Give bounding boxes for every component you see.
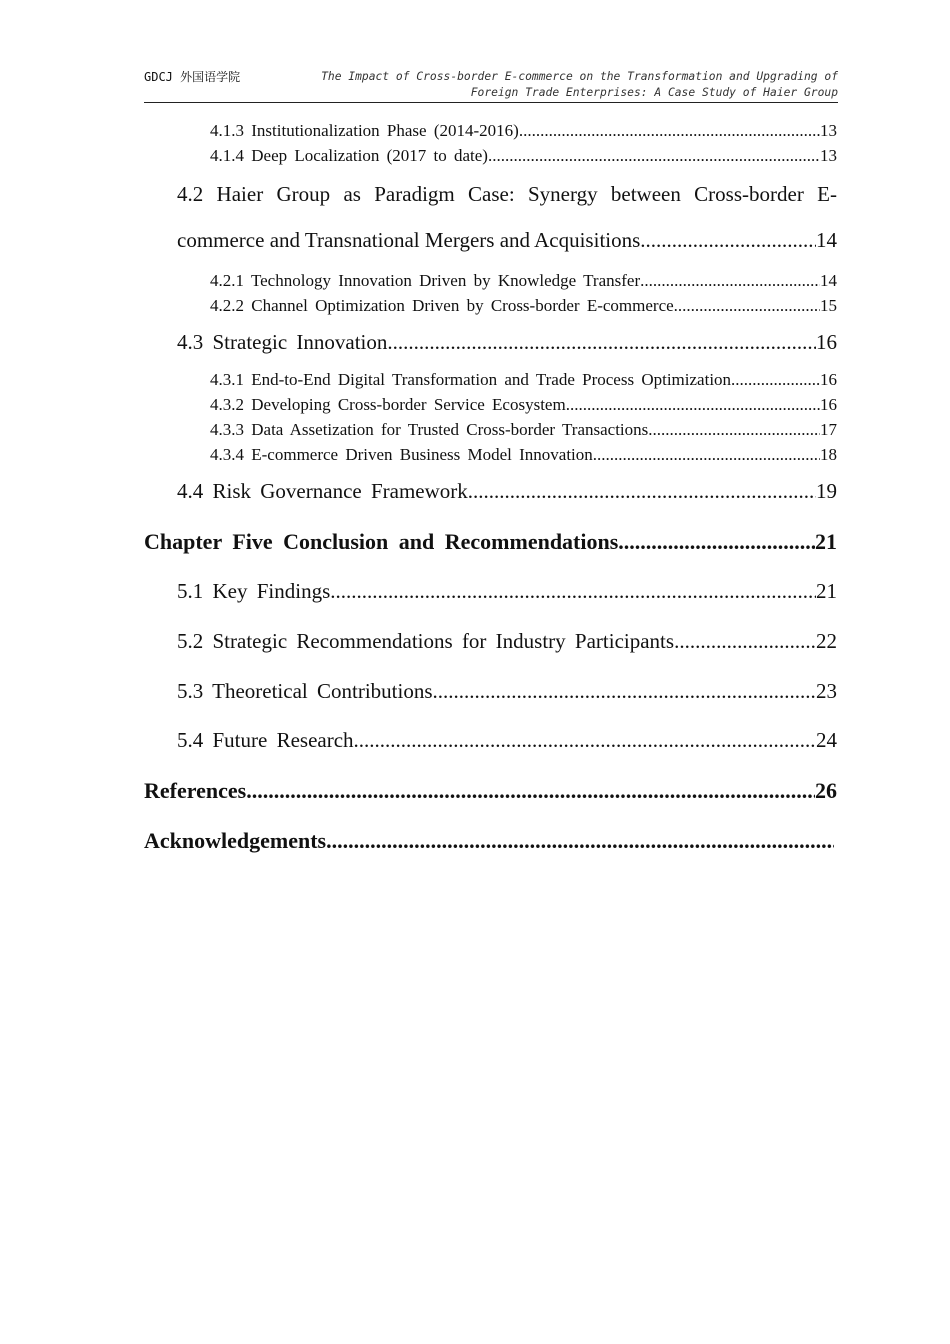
toc-word: Case:: [468, 182, 515, 206]
toc-word: 4.2: [177, 182, 204, 206]
toc-entry-title: 4.2.2 Channel Optimization Driven by Cross-border E-commerce: [210, 296, 674, 315]
toc-entry-4-3-2[interactable]: [210, 395, 837, 419]
toc-leader-dots: [566, 395, 820, 415]
toc-entry-page: 17: [820, 420, 837, 439]
toc-leader-dots: [640, 271, 820, 291]
toc-entry-title: 5.2 Strategic Recommendations for Industry Participants: [177, 629, 675, 653]
toc-entry-title: 4.4 Risk Governance Framework: [177, 479, 468, 503]
toc-entry-5-3[interactable]: [177, 679, 837, 709]
header-title-line-2: Foreign Trade Enterprises: A Case Study of Haier Group: [470, 86, 838, 99]
toc-entry-page: 13: [820, 146, 837, 165]
toc-entry-page: 22: [816, 629, 837, 653]
toc-word: Haier: [216, 182, 264, 206]
toc-entry-5-4[interactable]: [177, 728, 837, 758]
toc-entry-title: 4.1.3 Institutionalization Phase (2014-2016): [210, 121, 519, 140]
toc-leader-dots: [246, 778, 815, 804]
toc-entry-page: 23: [816, 679, 837, 703]
toc-entry-page: 19: [816, 479, 837, 503]
toc-leader-dots: [640, 228, 816, 253]
toc-entry-4-2[interactable]: [177, 182, 837, 253]
toc-entry-page: 16: [820, 395, 837, 414]
toc-leader-dots: [326, 828, 834, 854]
header-title: [278, 69, 838, 101]
toc-entry-title: 4.3.4 E-commerce Driven Business Model Innovation: [210, 445, 593, 464]
toc-entry-title: Chapter Five Conclusion and Recommendations: [144, 529, 619, 554]
toc-entry-page: 21: [815, 529, 837, 554]
toc-leader-dots: [674, 629, 816, 654]
toc-entry-title: Acknowledgements: [144, 828, 327, 853]
toc-entry-page: 16: [816, 330, 837, 354]
toc-entry-4-3-4[interactable]: [210, 445, 837, 469]
toc-entry-title: 5.4 Future Research: [177, 728, 354, 752]
toc-entry-title: 4.3.3 Data Assetization for Trusted Cross-border Transactions: [210, 420, 649, 439]
toc-entry-chapter-five[interactable]: [144, 529, 837, 561]
toc-entry-4-2-2[interactable]: [210, 296, 837, 320]
header-title-line-1: The Impact of Cross-border E-commerce on the Transformation and Upgrading of: [321, 70, 838, 83]
toc-leader-dots: [433, 679, 817, 704]
header-institution: GDCJ 外国语学院: [144, 70, 241, 84]
toc-entry-title: 4.1.4 Deep Localization (2017 to date): [210, 146, 488, 165]
toc-entry-page: 15: [820, 296, 837, 315]
toc-leader-dots: [674, 296, 820, 316]
toc-entry-page: 18: [820, 445, 837, 464]
toc-entry-title: 5.3 Theoretical Contributions: [177, 679, 433, 703]
toc-entry-page: 14: [816, 228, 837, 252]
toc-entry-title: 4.3.1 End-to-End Digital Transformation and Trade Process Optimization: [210, 370, 732, 389]
toc-entry-page: 14: [820, 271, 837, 290]
toc-leader-dots: [648, 420, 820, 440]
toc-entry-title: 4.3.2 Developing Cross-border Service Ecosystem: [210, 395, 566, 414]
toc-leader-dots: [519, 121, 820, 141]
toc-entry-page: 26: [815, 778, 837, 803]
toc-entry-4-1-4[interactable]: [210, 146, 837, 170]
toc-entry-4-3-3[interactable]: [210, 420, 837, 444]
toc-leader-dots: [330, 579, 816, 604]
toc-entry-4-4[interactable]: [177, 479, 837, 509]
toc-leader-dots: [387, 330, 816, 355]
toc-entry-4-3-1[interactable]: [210, 370, 837, 394]
toc-word: Group: [276, 182, 331, 206]
toc-entry-page: 24: [816, 728, 837, 752]
toc-leader-dots: [354, 728, 816, 753]
toc-word: Synergy: [527, 182, 598, 206]
toc-entry-5-1[interactable]: [177, 579, 837, 609]
toc-entry-5-2[interactable]: [177, 629, 837, 659]
toc-word: Paradigm: [374, 182, 455, 206]
toc-entry-title: commerce and Transnational Mergers and Acquisitions: [177, 228, 641, 252]
toc-entry-4-2-1[interactable]: [210, 271, 837, 295]
toc-entry-title: 5.1 Key Findings: [177, 579, 331, 603]
toc-entry-title: References: [144, 778, 247, 803]
toc-leader-dots: [468, 479, 816, 504]
toc-word: between: [610, 182, 681, 206]
toc-entry-title: 4.2.1 Technology Innovation Driven by Knowledge Transfer: [210, 271, 641, 290]
toc-entry-page: 16: [820, 370, 837, 389]
toc-entry-4-1-3[interactable]: [210, 121, 837, 145]
toc-entry-title-line-2: [177, 228, 837, 253]
toc-leader-dots: [593, 445, 820, 465]
header-divider: [144, 102, 838, 103]
toc-entry-4-3[interactable]: [177, 330, 837, 360]
toc-leader-dots: [731, 370, 820, 390]
toc-entry-page: 21: [816, 579, 837, 603]
toc-word: as: [343, 182, 361, 206]
toc-entry-page: 13: [820, 121, 837, 140]
toc-entry-acknowledgements[interactable]: [144, 828, 834, 860]
toc-entry-title: 4.3 Strategic Innovation: [177, 330, 388, 354]
toc-leader-dots: [618, 529, 815, 555]
toc-entry-title-line-1: [177, 182, 837, 207]
toc-entry-references[interactable]: [144, 778, 837, 810]
toc-word: Cross-border: [694, 182, 804, 206]
toc-leader-dots: [488, 146, 820, 166]
toc-word: E-: [817, 182, 837, 206]
